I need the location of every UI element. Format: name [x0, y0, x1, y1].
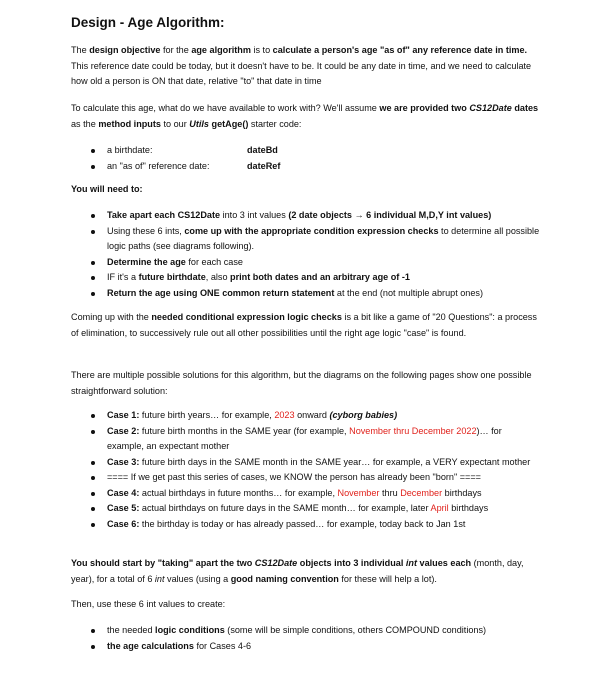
text-bold-italic: CS12Date: [254, 558, 298, 568]
text: is to: [250, 45, 273, 55]
text: starter code:: [248, 118, 302, 129]
text-bold: objects into 3 individual: [297, 558, 406, 568]
text-bold: getAge(): [208, 118, 249, 129]
text-bold: needed conditional expression logic checks: [151, 312, 342, 322]
text-bold: Take apart each CS12Date: [107, 210, 221, 220]
text-bold: values each: [417, 558, 472, 568]
need-list: [71, 208, 541, 301]
text-bold: good naming convention: [230, 573, 339, 584]
text: onward: [294, 410, 330, 420]
text-bold: come up with the appropriate condition expression checks: [184, 225, 439, 236]
paragraph-solutions: There are multiple possible solutions for this algorithm, but the diagrams on the following pages show one possible straightforward solution:: [71, 370, 532, 396]
text-bold: calculate a person's age "as of" any reference date in time.: [272, 45, 528, 55]
input-label: a birthdate:: [107, 145, 153, 155]
text: , also: [205, 272, 231, 282]
text-bold: Case 1:: [107, 410, 140, 420]
text-bold-italic: Utils: [189, 118, 209, 129]
text: (month, day, year), for a total of 6: [71, 558, 524, 584]
text: (some will be simple conditions, others COMPOUND conditions): [224, 625, 487, 635]
text-bold: print both dates and an arbitrary age of -1: [230, 272, 410, 282]
text-bold: method inputs: [98, 118, 161, 129]
text-bold: logic conditions: [155, 625, 225, 635]
input-value: dateBd: [247, 145, 278, 155]
text-bold: future birthdate: [138, 272, 206, 282]
list-item: [71, 408, 541, 424]
text-bold: You should start by "taking" apart the two: [71, 558, 255, 568]
list-item: [71, 224, 541, 255]
paragraph-inputs: [71, 101, 541, 132]
paragraph-then: Then, use these 6 int values to create:: [71, 599, 226, 609]
text: values (using a: [164, 573, 231, 584]
list-item: [71, 517, 541, 533]
list-item: [71, 501, 541, 517]
text: IF it's a: [107, 272, 139, 282]
paragraph-objective: [71, 43, 541, 90]
input-list: [71, 143, 541, 174]
page-title: Design - Age Algorithm:: [71, 15, 225, 30]
text: into 3 int values: [220, 210, 289, 220]
text: at the end (not multiple abrupt ones): [334, 287, 483, 298]
text: for Cases 4-6: [193, 640, 252, 651]
text-red: November: [337, 487, 380, 498]
text: To calculate this age, what do we have available to work with? We'll assume: [71, 103, 380, 113]
text: the birthday is today or has already passed… for example, today back to Jan 1st: [139, 518, 466, 529]
text-bold: Determine the age: [107, 256, 186, 267]
section-heading-need: [71, 182, 541, 198]
text: The: [71, 45, 90, 55]
text: )… for example, an expectant mother: [107, 425, 502, 451]
list-item: [71, 424, 541, 455]
text: thru: [379, 487, 401, 498]
list-item: [71, 623, 541, 639]
text: Using these 6 ints,: [107, 225, 185, 236]
list-item: [71, 208, 541, 224]
text-red: 2023: [274, 410, 295, 420]
text-italic: int: [154, 573, 165, 584]
text-bold: (2 date objects → 6 individual M,D,Y int values): [288, 210, 492, 220]
heading-text: You will need to:: [71, 184, 143, 194]
text: birthdays: [448, 503, 489, 513]
text-bold: age algorithm: [191, 45, 251, 55]
text: This reference date could be today, but it doesn't have to be. It could be any date in time, and we need to calculate how old a person is ON that date, relative "to" that date in time: [71, 60, 532, 86]
text-bold-italic: (cyborg babies): [329, 410, 398, 420]
paragraph-conditions: [71, 310, 541, 341]
text: for the: [160, 45, 192, 55]
text: ==== If we get past this series of cases, we KNOW the person has already been "born" ====: [107, 472, 481, 482]
text-red: November thru December 2022: [349, 425, 477, 436]
list-item: [71, 639, 541, 655]
paragraph-start: [71, 556, 541, 587]
text: Coming up with the: [71, 312, 152, 322]
text: to our: [160, 118, 190, 129]
text-bold: the age calculations: [107, 640, 194, 651]
list-item: [71, 455, 541, 471]
text-bold: Case 6:: [107, 518, 140, 529]
text-bold: dates: [511, 103, 539, 113]
text: actual birthdays on future days in the SAME month… for example, later: [139, 503, 431, 513]
input-label: an "as of" reference date:: [107, 160, 210, 171]
text-red: April: [430, 503, 449, 513]
list-item: [71, 255, 541, 271]
list-item: [71, 159, 541, 175]
text-bold: Case 3:: [107, 456, 140, 467]
list-item: [71, 143, 541, 159]
text: actual birthdays in future months… for example,: [139, 487, 338, 498]
list-item: [71, 486, 541, 502]
text: future birth days in the SAME month in the SAME year… for example, a VERY expectant mother: [139, 456, 531, 467]
text-bold: Case 2:: [107, 425, 140, 436]
list-item: [71, 286, 541, 302]
text-bold: design objective: [89, 45, 161, 55]
text: as the: [71, 118, 99, 129]
text-bold: Return the age using ONE common return statement: [107, 287, 335, 298]
input-value: dateRef: [247, 160, 281, 171]
case-list: [71, 408, 541, 532]
text: for each case: [185, 256, 243, 267]
text: future birth years… for example,: [139, 410, 275, 420]
text: the needed: [107, 625, 156, 635]
text-bold-italic: int: [405, 558, 418, 568]
text-bold: Case 4:: [107, 487, 140, 498]
text-bold: Case 5:: [107, 503, 140, 513]
text-red: December: [400, 487, 443, 498]
text: future birth months in the SAME year (for example,: [139, 425, 350, 436]
text: is a bit like a game of "20 Questions": a process of elimination, to successively rule out all other possibilities until the right age logic "case" is found.: [71, 312, 537, 338]
text: birthdays: [442, 487, 482, 498]
text: for these will help a lot).: [338, 573, 437, 584]
list-item: [71, 470, 541, 486]
text-bold: we are provided two: [379, 103, 470, 113]
create-list: [71, 623, 541, 654]
text: to determine all possible logic paths (see diagrams following).: [107, 225, 540, 251]
text-bold-italic: CS12Date: [469, 103, 512, 113]
list-item: [71, 270, 541, 286]
